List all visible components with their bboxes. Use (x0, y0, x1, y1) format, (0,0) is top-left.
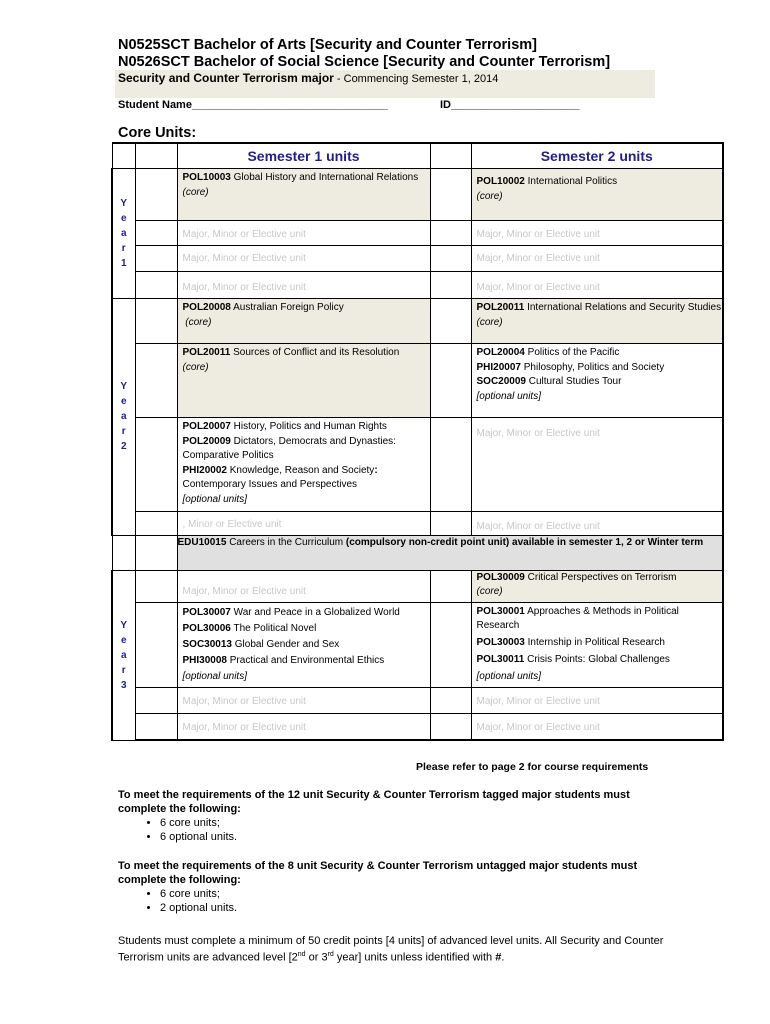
checkbox-cell[interactable] (135, 713, 177, 740)
checkbox-cell[interactable] (430, 713, 471, 740)
elective-placeholder[interactable]: Major, Minor or Elective unit (471, 221, 723, 246)
checkbox-cell[interactable] (430, 272, 471, 299)
list-item: • 6 optional units. (160, 830, 678, 844)
major-line (118, 71, 498, 85)
checkbox-cell[interactable] (430, 570, 471, 602)
untagged-list (118, 887, 678, 915)
list-item: • 2 optional units. (160, 901, 678, 915)
checkbox-cell[interactable] (135, 602, 177, 687)
blank-cell (112, 535, 135, 570)
checkbox-cell[interactable] (430, 246, 471, 272)
tagged-requirements (118, 788, 678, 844)
unit-cell: POL30009 Critical Perspectives on Terrorism (core) (471, 570, 723, 602)
checkbox-cell[interactable] (135, 344, 177, 418)
checkbox-cell[interactable] (135, 246, 177, 272)
list-item: • 6 core units; (160, 816, 678, 830)
untagged-requirements (118, 859, 678, 915)
checkbox-cell[interactable] (135, 418, 177, 512)
refer-page2-note: Please refer to page 2 for course requirements (416, 761, 649, 773)
checkbox-cell[interactable] (135, 272, 177, 299)
unit-cell: POL30007 War and Peace in a Globalized World POL30006 The Political Novel SOC30013 Global Gender and Sex PHI30008 Practical and Environmental Ethics [optional units] (177, 602, 430, 687)
course-title-arts: N0525SCT Bachelor of Arts [Security and Counter Terrorism] (118, 37, 537, 53)
major-banner (115, 70, 655, 98)
tagged-heading: To meet the requirements of the 12 unit Security & Counter Terrorism tagged major students must complete the following: (118, 789, 630, 815)
table-row (112, 602, 723, 687)
core-units-heading: Core Units: (118, 125, 197, 141)
checkbox-cell[interactable] (135, 570, 177, 602)
elective-placeholder[interactable]: Major, Minor or Elective unit (471, 713, 723, 740)
table-row (112, 512, 723, 536)
elective-placeholder[interactable]: Major, Minor or Elective unit (471, 687, 723, 713)
elective-placeholder[interactable]: Major, Minor or Elective unit (471, 246, 723, 272)
major-name: Security and Counter Terrorism major (118, 71, 334, 85)
unit-cell: POL20007 History, Politics and Human Rights POL20009 Dictators, Democrats and Dynasties: Comparative Politics PHI20002 Knowledge, Reason and Society: Contemporary Issues and Perspectives [optional units] (177, 418, 430, 512)
unit-cell: POL20008 Australian Foreign Policy (core) (177, 299, 430, 344)
elective-placeholder[interactable]: , Minor or Elective unit (177, 512, 430, 536)
elective-placeholder[interactable]: Major, Minor or Elective unit (177, 246, 430, 272)
checkbox-cell[interactable] (430, 687, 471, 713)
header-blank-check (430, 143, 471, 169)
checkbox-cell[interactable] (135, 169, 177, 221)
table-row (112, 344, 723, 418)
checkbox-cell[interactable] (135, 299, 177, 344)
study-plan-table (111, 142, 724, 741)
careers-row (112, 535, 723, 570)
elective-placeholder[interactable]: Major, Minor or Elective unit (471, 272, 723, 299)
careers-unit-cell: EDU10015 Careers in the Curriculum (compulsory non-credit point unit) available in semester 1, 2 or Winter term (177, 535, 723, 570)
unit-cell: POL20011 Sources of Conflict and its Resolution (core) (177, 344, 430, 418)
checkbox-cell[interactable] (430, 344, 471, 418)
table-row (112, 246, 723, 272)
checkbox-cell[interactable] (135, 221, 177, 246)
year2-label: Y e a r 2 (112, 299, 135, 536)
header-blank-year (112, 143, 135, 169)
table-row (112, 713, 723, 740)
commencing-text: - Commencing Semester 1, 2014 (333, 73, 499, 85)
semester2-header: Semester 2 units (471, 143, 723, 169)
elective-placeholder[interactable]: Major, Minor or Elective unit (177, 221, 430, 246)
checkbox-cell[interactable] (430, 512, 471, 536)
list-item: • 6 core units; (160, 887, 678, 901)
elective-placeholder[interactable]: Major, Minor or Elective unit (177, 570, 430, 602)
tagged-list (118, 816, 678, 844)
unit-cell: POL20004 Politics of the Pacific PHI20007 Philosophy, Politics and Society SOC20009 Cultural Studies Tour [optional units] (471, 344, 723, 418)
checkbox-cell[interactable] (135, 687, 177, 713)
advanced-level-note: Students must complete a minimum of 50 credit points [4 units] of advanced level units. All Security and Counter Terrorism units are advanced level [2nd or 3rd year] units unless identified with #. (118, 935, 664, 964)
year1-label: Y e a r 1 (112, 169, 135, 299)
checkbox-cell[interactable] (430, 418, 471, 512)
elective-placeholder[interactable]: Major, Minor or Elective unit (471, 512, 723, 536)
checkbox-cell[interactable] (430, 169, 471, 221)
student-id-field[interactable]: ID_____________________ (440, 99, 580, 111)
unit-cell: POL20011 International Relations and Security Studies (core) (471, 299, 723, 344)
checkbox-cell[interactable] (135, 535, 177, 570)
elective-placeholder[interactable]: Major, Minor or Elective unit (471, 418, 723, 512)
year3-label: Y e a r 3 (112, 570, 135, 740)
unit-cell: POL10002 International Politics (core) (471, 169, 723, 221)
unit-cell: POL10003 Global History and International Relations (core) (177, 169, 430, 221)
elective-placeholder[interactable]: Major, Minor or Elective unit (177, 272, 430, 299)
checkbox-cell[interactable] (430, 602, 471, 687)
table-row (112, 169, 723, 221)
semester1-header: Semester 1 units (177, 143, 430, 169)
elective-placeholder[interactable]: Major, Minor or Elective unit (177, 687, 430, 713)
elective-placeholder[interactable]: Major, Minor or Elective unit (177, 713, 430, 740)
checkbox-cell[interactable] (135, 512, 177, 536)
table-header-row (112, 143, 723, 169)
table-row (112, 687, 723, 713)
table-row (112, 570, 723, 602)
header-blank-check (135, 143, 177, 169)
unit-cell: POL30001 Approaches & Methods in Political Research POL30003 Internship in Political Research POL30011 Crisis Points: Global Challenges [optional units] (471, 602, 723, 687)
student-name-field[interactable]: Student Name________________________________ (118, 99, 388, 111)
table-row (112, 418, 723, 512)
table-row (112, 221, 723, 246)
course-title-social-science: N0526SCT Bachelor of Social Science [Security and Counter Terrorism] (118, 54, 611, 70)
table-row (112, 272, 723, 299)
checkbox-cell[interactable] (430, 299, 471, 344)
untagged-heading: To meet the requirements of the 8 unit Security & Counter Terrorism untagged major students must complete the following: (118, 860, 638, 886)
table-row (112, 299, 723, 344)
checkbox-cell[interactable] (430, 221, 471, 246)
